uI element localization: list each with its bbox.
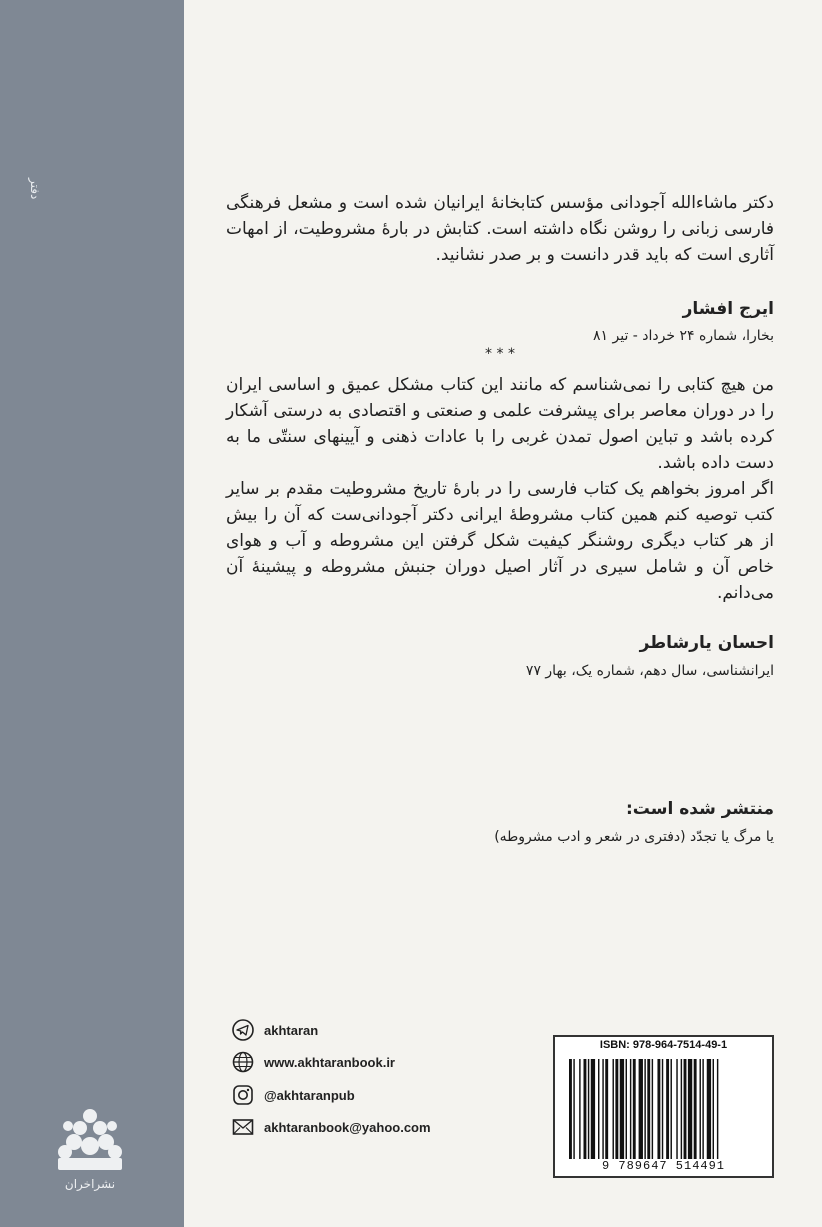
quote2-paragraph2: اگر امروز بخواهم یک کتاب فارسی را در بارهٔ تاریخ مشروطیت مقدم بر سایر کتب توصیه کنم همین کتاب مشروطهٔ ایرانی دکتر آجودانی‌ست که آن را بیش از هر کتاب دیگری روشنگر کیفیت شکل گرفتن این مشروطه و آب و هوای خاص آن و شامل سیری در آثار اصیل دوران جنبش مشروطه و پیشینهٔ آن می‌دانم. xyxy=(226,479,774,603)
published-book xyxy=(226,826,774,848)
quote2-source: ایرانشناسی، سال دهم، شماره یک، بهار ۷۷ xyxy=(525,663,774,679)
barcode-icon xyxy=(567,1059,763,1159)
quote2-author: احسان یارشاطر xyxy=(639,633,774,653)
barcode-bar xyxy=(666,1059,669,1159)
isbn-barcode-box xyxy=(553,1035,774,1178)
barcode-bar xyxy=(591,1059,595,1159)
telegram-handle: akhtaran xyxy=(264,1022,319,1038)
barcode-bar xyxy=(662,1059,663,1159)
barcode-bar xyxy=(588,1059,589,1159)
barcode-bar xyxy=(615,1059,618,1159)
published-book-title: یا مرگ یا تجدّد xyxy=(690,829,774,845)
barcode-bar xyxy=(620,1059,624,1159)
barcode-bar xyxy=(605,1059,608,1159)
contact-instagram xyxy=(232,1083,355,1107)
barcode-bar xyxy=(633,1059,636,1159)
barcode-bar xyxy=(569,1059,572,1159)
barcode-bar xyxy=(630,1059,631,1159)
published-book-subtitle: (دفتری در شعر و ادب مشروطه) xyxy=(494,829,686,845)
barcode-bar xyxy=(681,1059,682,1159)
barcode-bar xyxy=(684,1059,687,1159)
barcode-bar xyxy=(702,1059,703,1159)
barcode-bar xyxy=(602,1059,603,1159)
contact-website xyxy=(232,1050,395,1074)
instagram-handle: @akhtaranpub xyxy=(264,1087,355,1103)
contact-telegram xyxy=(232,1018,318,1042)
barcode-bar xyxy=(657,1059,660,1159)
barcode-bar xyxy=(598,1059,599,1159)
barcode-bar xyxy=(626,1059,627,1159)
telegram-icon xyxy=(232,1019,254,1041)
barcode-bar xyxy=(652,1059,653,1159)
barcode-bar xyxy=(573,1059,574,1159)
instagram-icon xyxy=(232,1084,254,1106)
barcode-bar xyxy=(700,1059,701,1159)
email-icon xyxy=(232,1116,254,1138)
barcode-bar xyxy=(644,1059,645,1159)
barcode-bar xyxy=(676,1059,677,1159)
quote1-author: ایرج افشار xyxy=(682,299,774,319)
published-heading: منتشر شده است: xyxy=(625,799,774,819)
quote2-paragraph1: من هیچ کتابی را نمی‌شناسم که مانند این کتاب مشکل عمیق و اساسی ایران را در دوران معاصر برای پیشرفت علمی و صنعتی و اقتصادی به درستی آشکار کرده باشد و تباین اصول تمدن غربی را با عادات ذهنی و آیینهای سنتّی ما به دست داده باشد. xyxy=(226,375,774,473)
barcode-bar xyxy=(584,1059,587,1159)
website-url: www.akhtaranbook.ir xyxy=(264,1054,395,1070)
barcode-bar xyxy=(579,1059,580,1159)
barcode-digits: 9 789647 514491 xyxy=(601,1159,726,1173)
isbn-label: ISBN: 978-964-7514-49-1 xyxy=(599,1039,728,1051)
separator: * * * xyxy=(485,346,515,362)
globe-icon xyxy=(232,1051,254,1073)
barcode-bar xyxy=(694,1059,697,1159)
barcode-bar xyxy=(713,1059,714,1159)
contact-email xyxy=(232,1115,431,1139)
barcode-bar xyxy=(688,1059,692,1159)
email-address: akhtaranbook@yahoo.com xyxy=(264,1119,431,1135)
publisher-logo-text: نشراخران xyxy=(64,1177,116,1191)
barcode-bar xyxy=(707,1059,711,1159)
book-spine xyxy=(0,0,184,1227)
barcode-bar xyxy=(671,1059,672,1159)
barcode-bar xyxy=(717,1059,718,1159)
quote1-text: دکتر ماشاءالله آجودانی مؤسس کتابخانهٔ ایرانیان شده است و مشعل فرهنگی فارسی زبانی را روشن نگاه داشته است. کتابش در بارهٔ مشروطیت، از امهات آثاری است که باید قدر دانست و بر صدر نشانید. xyxy=(226,193,774,265)
barcode-bar xyxy=(613,1059,614,1159)
barcode-bar xyxy=(647,1059,650,1159)
publisher-logo-icon xyxy=(54,1106,126,1172)
quote1-source: بخارا، شماره ۲۴ خرداد - تیر ۸۱ xyxy=(593,328,774,344)
barcode-bar xyxy=(639,1059,643,1159)
spine-title: دفتر xyxy=(28,178,42,200)
